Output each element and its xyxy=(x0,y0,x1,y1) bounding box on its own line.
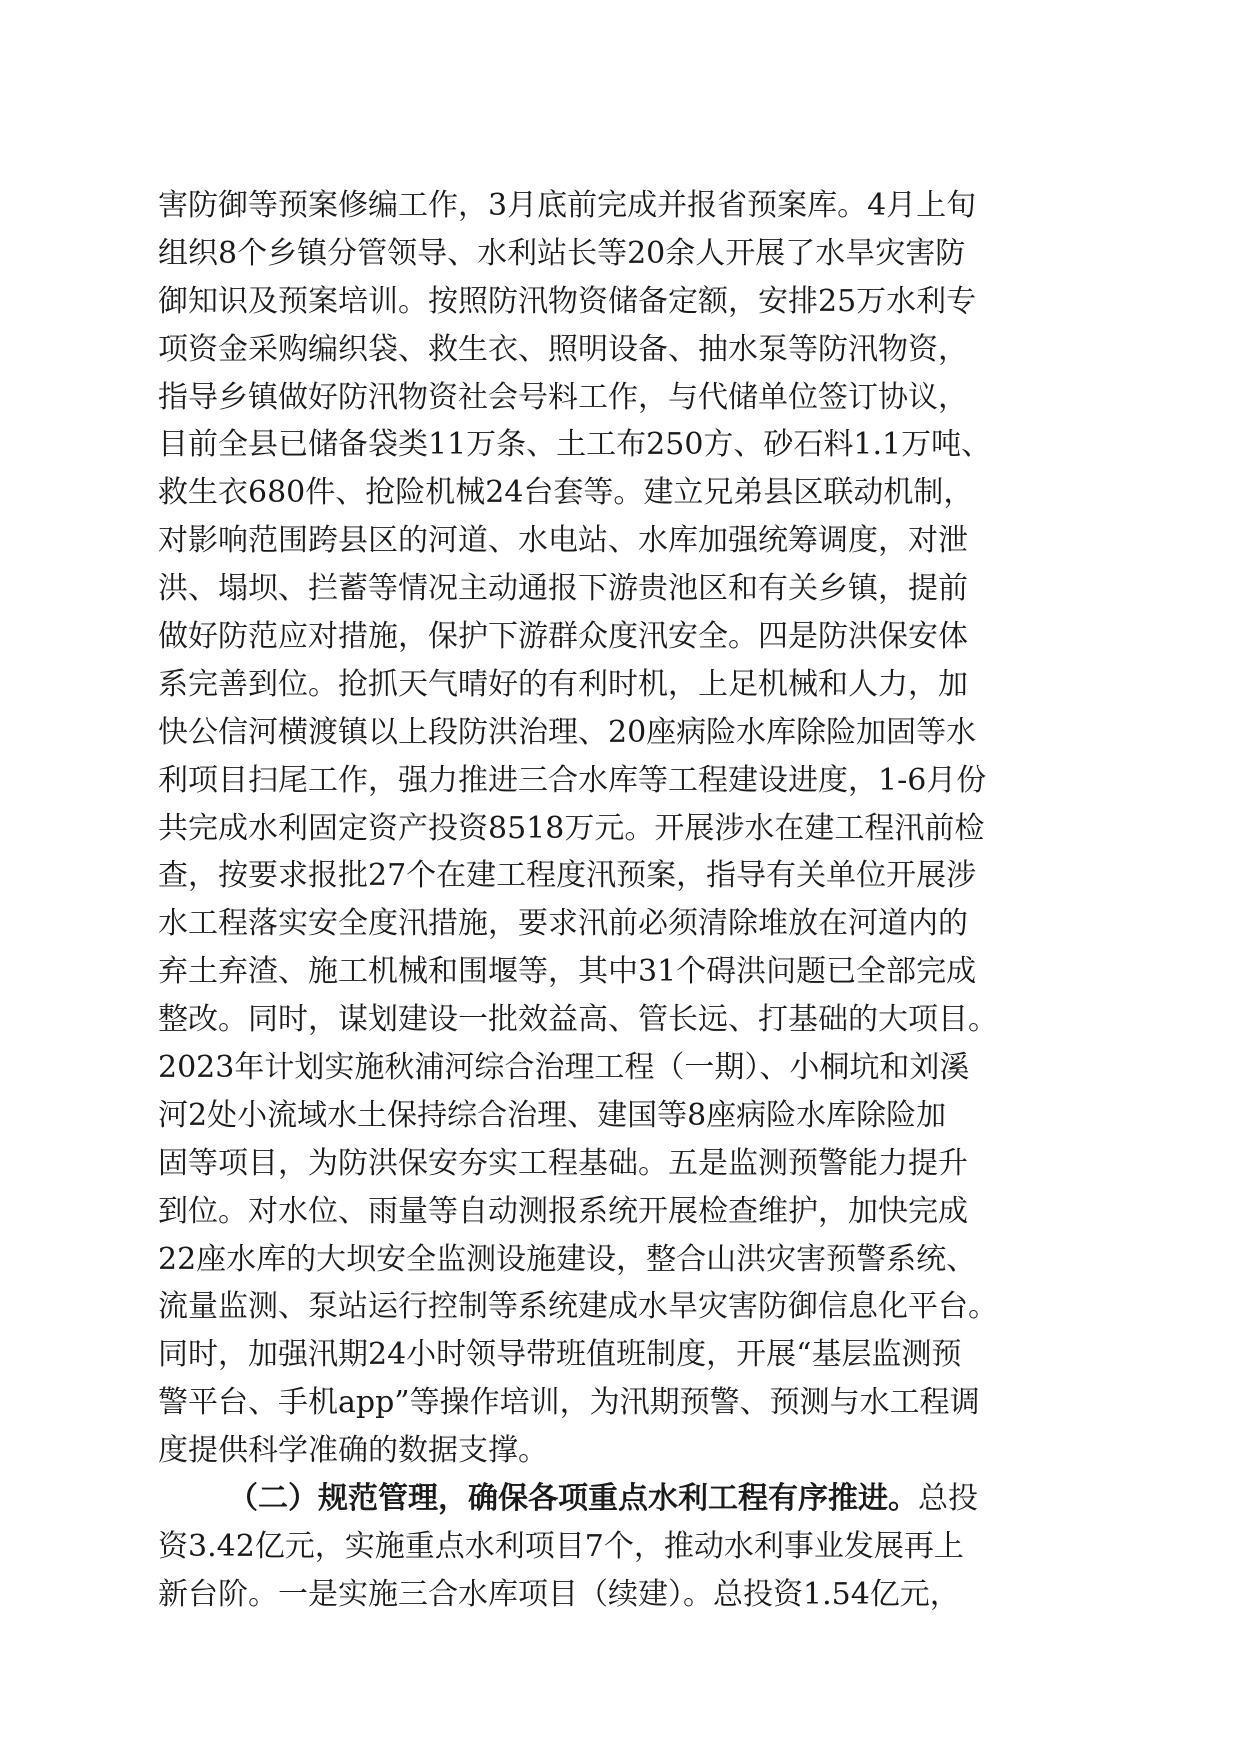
text-line: 总投 xyxy=(918,1481,978,1517)
text-line: 到位。对水位、雨量等自动测报系统开展检查维护，加快完成 xyxy=(158,1193,968,1229)
text-line: 利项目扫尾工作，强力推进三合水库等工程建设进度，1-6月份 xyxy=(158,762,987,798)
text-line: 查，按要求报批27个在建工程度汛预案，指导有关单位开展涉 xyxy=(158,858,977,894)
text-line: 资3.42亿元，实施重点水利项目7个，推动水利事业发展再上 xyxy=(158,1528,964,1564)
text-line: 警平台、手机app”等操作培训，为汛期预警、预测与水工程调 xyxy=(158,1385,980,1421)
text-line: 目前全县已储备袋类11万条、土工布250方、砂石料1.1万吨、 xyxy=(158,427,992,463)
text-line: 同时，加强汛期24小时领导带班值班制度，开展“基层监测预 xyxy=(158,1337,962,1373)
text-line: 御知识及预案培训。按照防汛物资储备定额，安排25万水利专 xyxy=(158,283,977,319)
text-line: 度提供科学准确的数据支撑。 xyxy=(158,1433,548,1469)
text-line: 洪、塌坝、拦蓄等情况主动通报下游贵池区和有关乡镇，提前 xyxy=(158,571,968,607)
text-line: 河2处小流域水土保持综合治理、建国等8座病险水库除险加 xyxy=(158,1097,947,1133)
text-line: 对影响范围跨县区的河道、水电站、水库加强统筹调度，对泄 xyxy=(158,523,968,559)
body-text xyxy=(158,182,1088,1619)
text-line: 系完善到位。抢抓天气晴好的有利时机，上足机械和人力，加 xyxy=(158,666,968,702)
text-line: 流量监测、泵站运行控制等系统建成水旱灾害防御信息化平台。 xyxy=(158,1289,998,1325)
section-heading-line xyxy=(158,1475,1088,1523)
section-heading: （二）规范管理，确保各项重点水利工程有序推进。 xyxy=(228,1481,918,1517)
text-line: 22座水库的大坝安全监测设施建设，整合山洪灾害预警系统、 xyxy=(158,1241,977,1277)
text-line: 快公信河横渡镇以上段防洪治理、20座病险水库除险加固等水 xyxy=(158,714,977,750)
text-line: 2023年计划实施秋浦河综合治理工程（一期）、小桐坑和刘溪 xyxy=(158,1050,970,1086)
text-line: 整改。同时，谋划建设一批效益高、管长远、打基础的大项目。 xyxy=(158,1002,998,1038)
text-line: 新台阶。一是实施三合水库项目（续建）。总投资1.54亿元， xyxy=(158,1576,960,1612)
text-line: 害防御等预案修编工作，3月底前完成并报省预案库。4月上旬 xyxy=(158,188,977,223)
text-line: 做好防范应对措施，保护下游群众度汛安全。四是防洪保安体 xyxy=(158,619,968,655)
text-line: 水工程落实安全度汛措施，要求汛前必须清除堆放在河道内的 xyxy=(158,906,968,942)
text-line: 指导乡镇做好防汛物资社会号料工作，与代储单位签订协议， xyxy=(158,379,968,415)
text-line: 固等项目，为防洪保安夯实工程基础。五是监测预警能力提升 xyxy=(158,1145,968,1181)
text-line: 共完成水利固定资产投资8518万元。开展涉水在建工程汛前检 xyxy=(158,810,985,846)
text-line: 弃土弃渣、施工机械和围堰等，其中31个碍洪问题已全部完成 xyxy=(158,954,977,990)
text-line: 项资金采购编织袋、救生衣、照明设备、抽水泵等防汛物资， xyxy=(158,331,968,367)
text-line: 组织8个乡镇分管领导、水利站长等20余人开展了水旱灾害防 xyxy=(158,235,966,271)
text-line: 救生衣680件、抢险机械24台套等。建立兄弟县区联动机制， xyxy=(158,475,974,511)
